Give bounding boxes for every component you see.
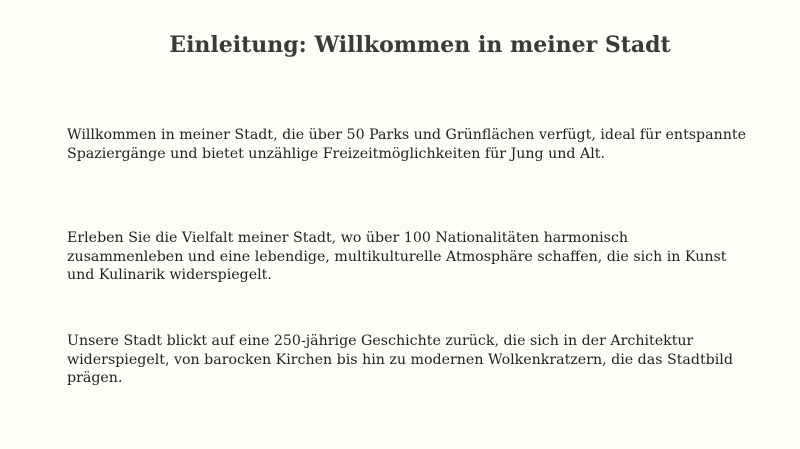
slide-title: Einleitung: Willkommen in meiner Stadt [169,32,671,58]
paragraph-diversity: Erleben Sie die Vielfalt meiner Stadt, wo über 100 Nationalitäten harmonisch zusammenleben und eine lebendige, multikulturelle Atmosphäre schaffen, die sich in Kunst und Kulinarik widerspiegelt. [67,230,727,283]
paragraph-parks: Willkommen in meiner Stadt, die über 50 Parks und Grünflächen verfügt, ideal für entspannte Spaziergänge und bietet unzählige Freizeitmöglichkeiten für Jung und Alt. [67,127,746,162]
paragraph-history: Unsere Stadt blickt auf eine 250-jährige Geschichte zurück, die sich in der Architektur widerspiegelt, von barocken Kirchen bis hin zu modernen Wolkenkratzern, die das Stadtbild prägen. [67,333,733,386]
